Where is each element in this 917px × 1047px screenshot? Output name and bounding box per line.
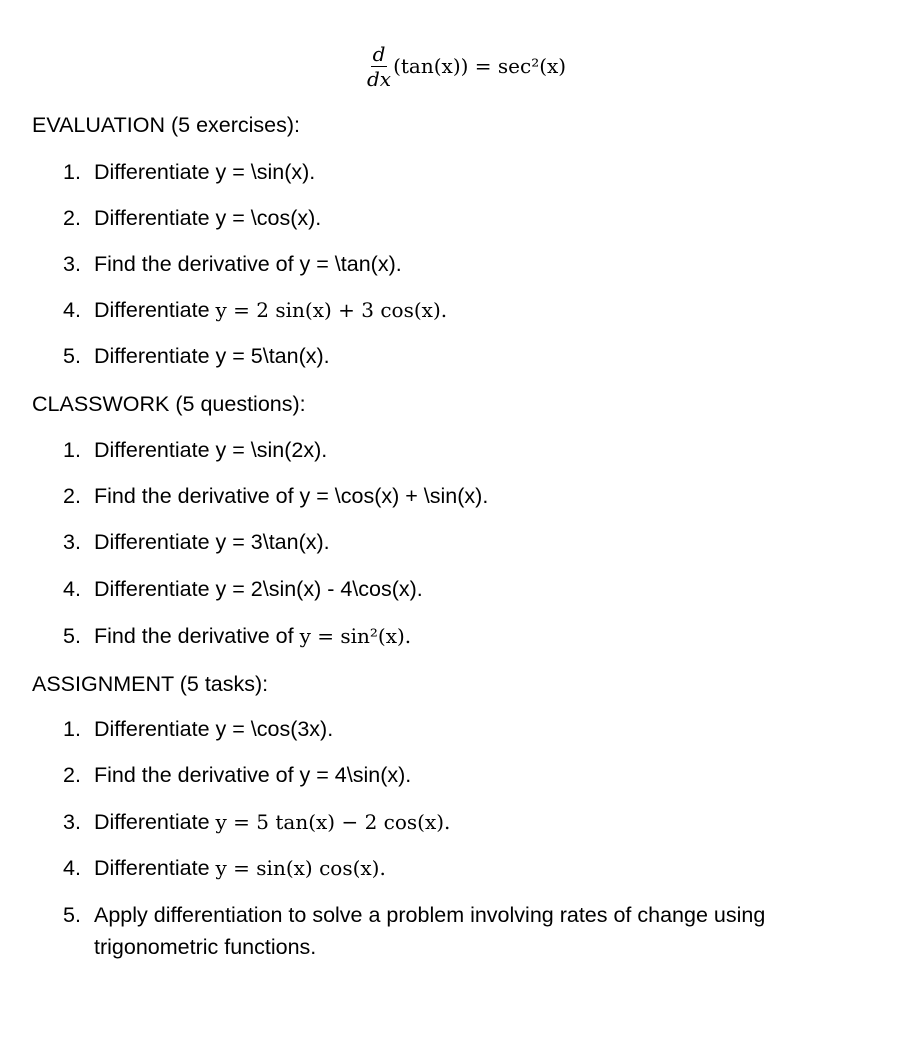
item-text: Find the derivative of y = \tan(x).	[94, 252, 402, 276]
item-number: 5.	[63, 624, 81, 648]
list-item	[63, 248, 402, 280]
item-text: Apply differentiation to solve a problem involving rates of change using trigonometric functions.	[94, 903, 766, 959]
item-text	[94, 852, 386, 884]
list-item	[63, 156, 315, 188]
item-number: 2.	[63, 763, 81, 787]
item-math: y = 5 tan(x) − 2 cos(x).	[215, 810, 451, 834]
item-math: y = sin²(x).	[299, 624, 412, 648]
list-item	[63, 573, 423, 605]
item-text	[94, 294, 447, 326]
item-number: 1.	[63, 717, 81, 741]
item-math: y = sin(x) cos(x).	[215, 856, 386, 880]
equation-expression: (tan(x)) = sec²(x)	[393, 54, 567, 78]
list-item	[63, 713, 333, 745]
item-number: 2.	[63, 206, 81, 230]
fraction-numerator: d	[372, 41, 386, 66]
item-number: 5.	[63, 344, 81, 368]
fraction-denominator: dx	[367, 66, 392, 91]
item-text	[94, 806, 450, 838]
item-text: Find the derivative of y = 4\sin(x).	[94, 763, 412, 787]
item-text: Differentiate y = 5\tan(x).	[94, 344, 330, 368]
item-text	[94, 620, 411, 652]
item-prefix: Differentiate	[94, 810, 216, 834]
list-item	[63, 852, 386, 884]
section-heading-classwork: CLASSWORK (5 questions):	[32, 392, 306, 416]
list-item	[63, 620, 411, 652]
item-text: Find the derivative of y = \cos(x) + \sin(x).	[94, 484, 489, 508]
item-text: Differentiate y = \sin(x).	[94, 160, 316, 184]
derivative-equation	[367, 36, 566, 96]
item-number: 4.	[63, 856, 81, 880]
item-text: Differentiate y = \cos(3x).	[94, 717, 334, 741]
list-item	[63, 806, 450, 838]
item-prefix: Find the derivative of	[94, 624, 300, 648]
item-number: 4.	[63, 577, 81, 601]
item-number: 4.	[63, 298, 81, 322]
item-prefix: Differentiate	[94, 856, 216, 880]
section-heading-assignment: ASSIGNMENT (5 tasks):	[32, 672, 269, 696]
item-number: 1.	[63, 438, 81, 462]
list-item	[63, 899, 864, 963]
item-number: 2.	[63, 484, 81, 508]
item-number: 3.	[63, 252, 81, 276]
list-item	[63, 480, 488, 512]
item-text: Differentiate y = 3\tan(x).	[94, 530, 330, 554]
derivative-fraction	[367, 41, 392, 91]
item-number: 3.	[63, 810, 81, 834]
item-number: 1.	[63, 160, 81, 184]
item-math: y = 2 sin(x) + 3 cos(x).	[215, 298, 448, 322]
list-item	[63, 340, 330, 372]
item-text: Differentiate y = 2\sin(x) - 4\cos(x).	[94, 577, 423, 601]
section-heading-evaluation: EVALUATION (5 exercises):	[32, 113, 301, 137]
item-number: 5.	[63, 903, 81, 927]
item-prefix: Differentiate	[94, 298, 216, 322]
list-item	[63, 434, 327, 466]
item-number: 3.	[63, 530, 81, 554]
list-item	[63, 294, 447, 326]
item-text: Differentiate y = \sin(2x).	[94, 438, 328, 462]
item-text: Differentiate y = \cos(x).	[94, 206, 322, 230]
list-item	[63, 202, 321, 234]
list-item	[63, 759, 411, 791]
list-item	[63, 526, 330, 558]
